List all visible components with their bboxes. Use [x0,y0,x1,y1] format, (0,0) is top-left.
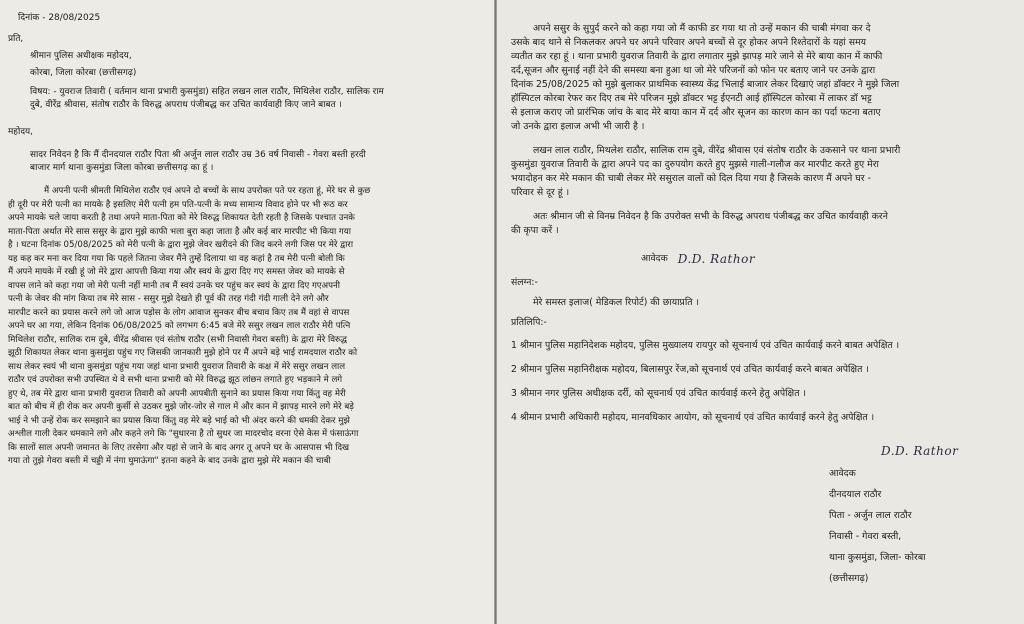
para1-line: व्यतीत कर रहा हूं । थाना प्रभारी युवराज तिवारी के द्वारा लगातार मुझे झापड़ मारे जाने से मेरे बाया कान में काफी [511,51,883,62]
body-line: अपने घर आ गया, लेकिन दिनांक 06/08/2025 को लगभग 6:45 बजे मेरे ससुर लखन लाल राठौर मेरी पत्नि [8,321,351,331]
body-line: गया तो तुझे गेवरा बस्ती में चड्डी में नंगा घुमाऊंगा" इतना कहने के बाद उनके द्वारा मुझे मेरे मकान की चाबी [8,456,331,466]
copy-item: 3 श्रीमान नगर पुलिस अधीक्षक दर्री, को सूचनार्थ एवं उचित कार्यवाई करने हेतु अपेक्षित । [511,388,806,399]
to-line-2: श्रीमान पुलिस अधीक्षक महोदय, [30,51,132,61]
paragraph-1 [511,22,1018,134]
subject-line-1: विषय: - युवराज तिवारी ( वर्तमान थाना प्रभारी कुसमुंडा) सहित लखन लाल राठौर, मिथिलेश राठौर, सालिक राम [30,87,384,97]
body-line: अश्लील गाली देकर धमकाने लगे और कहने लगे कि "सुधारना है तो सुधर जा मादरचोद वरना ऐसे केस में फंसाऊंगा [8,429,359,439]
body-line: है । घटना दिनांक 05/08/2025 को मेरी पत्नी के द्वारा मुझे जेवर खरीदने की जिद करने लगी जिस पर मेरे द्वारा [8,240,354,250]
para2-line: कुसमुंडा युवराज तिवारी के द्वारा अपने पद का दुरुपयोग करते हुए मुझसे गाली-गलौज कर मारपीट करते हुए मेरा [511,159,879,170]
body-line: राठौर एवं उपरोक्त सभी उपस्थित थे वे सभी थाना प्रभारी को मेरे विरुद्ध झूठ लांछन लगाते हुए भड़काने मे लगे [8,375,343,385]
body-line: ही दूरी पर मेरी पत्नी का मायके है इसलिए मेरी पत्नी हम पति-पत्नी के मध्य सामान्य विवाद होने पर भी रूठ कर [8,199,348,210]
body-line: मैं अपने मायके में रखी हूं जो मेरे द्वारा आपत्ती किया गया और स्वयं के द्वारा दिए गए समस्त जेवर को मायके से [8,267,345,277]
body-line: अपने मायके चले जाया करती है तथा अपने माता-पिता को मेरे विरुद्ध शिकायत देती रहती है जिसके पश्चात उनके [8,213,355,223]
body-line: हुए थे, तब मेरे द्वारा थाना प्रभारी युवराज तिवारी को अपनी आपबीती सुनाने का प्रयास किया गया किंतु वह मेरी [8,388,346,399]
body-line: माता-पिता अर्थात मेरे सास ससुर के द्वारा मुझे काफी भला बुरा कहा जाता है और कई बार मारपीट भी किया गया [8,226,351,237]
subject-line-2: दुबे, वीरेंद्र श्रीवास, संतोष राठौर के विरुद्ध अपराध पंजीबद्ध कर उचित कार्यवाही किए जाने बाबत । [30,100,342,110]
body-line: कि सालों साल अपनी जमानत के लिए तरसेगा और यहां से जाने के बाद अगर तू अपने घर के आसपास भी दिख [8,442,350,453]
applicant-signature-row [511,252,1018,266]
copy-item: 4 श्रीमान प्रभारी अधिकारी महोदय, मानवधिकार आयोग, को सूचनार्थ एवं उचित कार्यवाई करने हेतु अपेक्षित । [511,412,875,423]
para1-line: जो उनके द्वारा इलाज अभी भी जारी है । [511,121,645,132]
closing-block [829,463,1018,589]
para1-line: उसके बाद थाने से निकलकर अपने घर अपने परिवार अपने बच्चों से दूर होकर अपने रिश्तेदारों के यहां समय [511,37,867,48]
body-line: भाई ने भी उन्हें रोक कर समझाने का प्रयास किया किंतु वह मेरे बड़े भाई को भी अंदर करने की धमकी देकर मुझे [8,415,350,426]
applicant-signature: D.D. Rathor [677,252,756,266]
body-line: मारपीट करने का प्रयास करने लगे जो आज पड़ोस के लोग आवाज सुनकर बीच बचाव किए तब मैं वहां से वापस [8,307,350,318]
body-paragraph [8,185,488,469]
closing-line: निवासी - गेवरा बस्ती, [829,531,902,542]
para3-line: अतः श्रीमान जी से विनम्र निवेदन है कि उपरोक्त सभी के विरुद्ध अपराध पंजीबद्ध कर उचित कार्यवाही करने [533,211,888,222]
closing-line: पिता - अर्जुन लाल राठौर [829,510,912,521]
paragraph-2 [511,144,1018,200]
applicant-label: आवेदक [641,253,668,264]
body-line: वापस लाने को कहा गया जो मेरी पत्नी नहीं मानी तब मैं स्वयं उनके घर पहुंच कर स्वयं के द्वारा दिए गएअपनी [8,280,340,291]
enclosure-label: संलग्न:- [511,277,538,288]
letter-date: दिनांक - 28/08/2025 [18,13,101,23]
closing-line: थाना कुसमुंडा, जिला- कोरबा [829,552,926,563]
para1-line: से इलाज कराए जो प्रारंभिक जांच के बाद मेरे बाया कान में दर्द और सूजन का कारण कान का पर्दा फटना बताए [511,107,881,118]
body-line: झूठी शिकायत लेकर थाना कुसमुंडा पहुंच गए जिसकी जानकारी मुझे होने पर मैं अपने बड़े भाई रामदयाल राठौर को [8,348,358,358]
closing-signature: D.D. Rathor [881,444,959,458]
salutation: महोदय, [8,127,33,137]
para1-line: हॉस्पिटल कोरबा रेफर कर दिए तब मेरे परिजन मुझे डॉक्टर भट्ट ईएनटी आई हॉस्पिटल कोरबा में लाकर डॉ भट्ट [511,93,872,104]
closing-line: आवेदक [829,468,856,479]
intro-line-1: सादर निवेदन है कि मैं दीनदयाल राठौर पिता श्री अर्जुन लाल राठौर उम्र 36 वर्ष निवासी - गेवरा बस्ती हरदी [30,150,366,160]
copies-list [511,334,1018,430]
para1-line: दिनांक 25/08/2025 को मुझे बुलाकर प्राथमिक स्वास्थ्य केंद्र भिलाई बाजार लेकर दिखाएं जहां डॉक्टर ने मुझे जिला [511,79,900,90]
body-line: मैं अपनी पत्नी श्रीमती मिथिलेश राठौर एवं अपने दो बच्चों के साथ उपरोक्त पते पर रहता हूं, मेरे घर से कुछ [44,186,371,196]
body-line: साथ लेकर स्वयं भी थाना कुसमुंडा पहुंच गया जहां थाना प्रभारी युवराज तिवारी के कक्ष में मेरे ससुर लखन लाल [8,361,346,372]
para2-line: लखन लाल राठौर, मिथलेश राठौर, सालिक राम दुबे, वीरेंद्र श्रीवास एवं संतोष राठौर के उकसाने पर थाना प्रभारी [533,145,901,156]
closing-line: दीनदयाल राठौर [829,489,882,500]
paragraph-3 [511,210,1018,238]
para2-line: परिवार से दूर हूं । [511,187,570,198]
closing-line: (छत्तीसगढ़) [829,573,869,584]
intro-line-2: बाजार मार्ग थाना कुसमुंडा जिला कोरबा छत्तीसगढ़ का हूं । [30,163,214,173]
enclosure-item: मेरे समस्त इलाज( मेडिकल रिपोर्ट) की छायाप्रति । [533,297,699,308]
to-line-3: कोरबा, जिला कोरबा (छत्तीसगढ़) [30,68,137,78]
copy-item: 1 श्रीमान पुलिस महानिदेशक महोदय, पुलिस मुख्यालय रायपुर को सूचनार्थ एवं उचित कार्यवाई करने बाबत अपेक्षित । [511,340,900,351]
para3-line: की कृपा करें । [511,225,559,236]
para1-line: अपने ससुर के सुपुर्द करने को कहा गया जो मैं काफी डर गया था तो उन्हें मकान की चाबी मंगवा कर दे [533,23,871,34]
para2-line: भयादोहन कर मेरे मकान की चाबी लेकर मेरे ससुराल वालों को दिल दिया गया है जिसके कारण मैं अपने घर - [511,173,871,184]
para1-line: दर्द,सूजन और सुनाई नहीं देने की समस्या बना हुआ था जो मेरे परिजनों को फोन पर बताए जाने पर उनके द्वारा [511,65,876,76]
left-page [0,0,494,624]
to-line-1: प्रति, [8,34,24,44]
copy-item: 2 श्रीमान पुलिस महानिरीक्षक महोदय, बिलासपुर रेंज,को सूचनार्थ एवं उचित कार्यवाई करने बाबत अपेक्षित । [511,364,869,375]
closing-signature-wrap [511,440,1018,459]
body-line: पत्नी के जेवर की मांग किया तब मेरे सास - ससुर मुझे देखते ही पूर्व की तरह गंदी गंदी गाली देने लगे और [8,294,329,304]
body-line: मिथिलेश राठौर, सालिक राम दुबे, वीरेंद्र श्रीवास एवं संतोष राठौर (सभी निवासी गेवरा बस्ती) के द्वारा मेरे विरुद्ध [8,334,347,345]
right-page [497,0,1024,624]
copies-label: प्रतिलिपि:- [511,317,547,328]
body-line: बात को बीच में ही रोक कर अपनी कुर्सी से उठकर मुझे जोर-जोर से गाल में और कान में झापड़ मारने लगे मेरे बड़े [8,402,354,412]
body-line: यह कह कर मना कर दिया गया कि पहले जितना जेवर मैंने तुम्हें दिलाया था वह कहां है तब मेरी पत्नी बोली कि [8,253,345,264]
